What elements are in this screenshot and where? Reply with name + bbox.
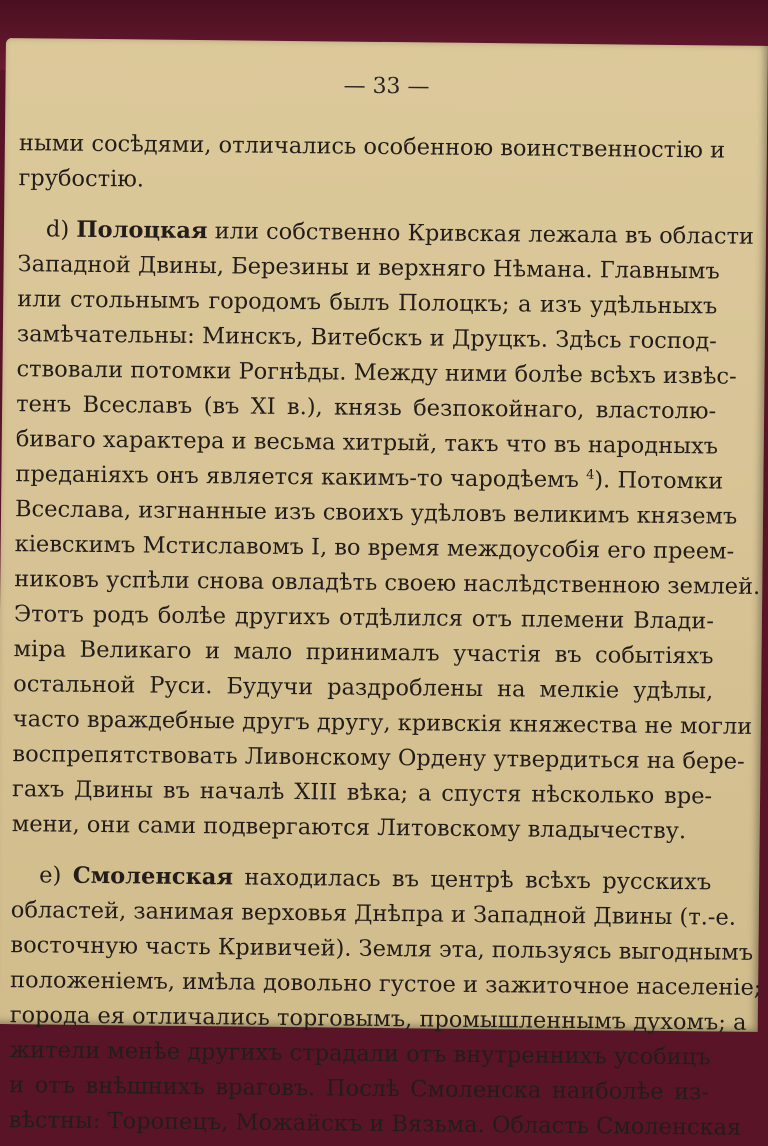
paragraph-e [8,858,762,1145]
book-page [0,38,768,1141]
text-line: воспрепятствовать Ливонскому Ордену утвердиться на бере- [12,741,745,775]
section-heading: Полоцкая [76,216,208,245]
section-heading: Смоленская [72,862,234,891]
text-line: положеніемъ, имѣла довольно густое и зажиточное населеніе; [9,967,762,1001]
text-line: замѣчательны: Минскъ, Витебскъ и Друцкъ. Здѣсь господ- [16,321,717,355]
text-fragment: преданіяхъ онъ является какимъ-то чародѣемъ [15,461,580,494]
text-line: мени, они сами подвергаются Литовскому владычеству. [11,811,687,845]
footnote-mark: 4 [586,467,595,483]
text-fragment: находилась въ центрѣ всѣхъ русскихъ [244,864,712,896]
text-line: вѣстны: Торопецъ, Можайскъ и Вязьма. Область Смоленская [8,1107,742,1141]
text-line: грубостію. [18,165,145,193]
paragraph-marker: e) [39,862,62,889]
text-line: Всеслава, изгнанные изъ своихъ удѣловъ великимъ княземъ [14,496,738,530]
text-line: ствовали потомки Рогнѣды. Между ними болѣе всѣхъ извѣс- [16,356,737,390]
page-text [8,126,762,1145]
text-line: города ея отличались торговымъ, промышленнымъ духомъ; а [9,1002,747,1036]
paragraph-d [11,212,761,849]
paragraph-c-tail [18,126,726,203]
text-line: Западной Двины, Березины и верхняго Нѣмана. Главнымъ [17,251,720,285]
text-fragment: ). Потомки [594,467,724,495]
text-line: часто враждебные другъ другу, кривскія княжества не могли [12,706,753,740]
text-line: кіевскимъ Мстиславомъ I, во время междоусобія его преем- [14,531,735,565]
text-line: жители менѣе другихъ страдали отъ внутреннихъ усобицъ [9,1037,711,1071]
paragraph-marker: d) [45,216,70,243]
text-fragment: или собственно Кривская лежала въ области [214,218,755,250]
text-line: никовъ успѣли снова овладѣть своею наслѣдственною землей. [14,566,761,600]
text-line: міра Великаго и мало принималъ участія въ событіяхъ [13,636,714,670]
text-line: гахъ Двины въ началѣ XIII вѣка; а спустя нѣсколько вре- [11,776,713,810]
text-line: и отъ внѣшнихъ враговъ. Послѣ Смоленска наиболѣе из- [8,1072,710,1106]
text-line: Этотъ родъ болѣе другихъ отдѣлился отъ племени Влади- [13,601,715,635]
text-line: остальной Руси. Будучи раздроблены на мелкіе удѣлы, [13,671,714,705]
page-number: — 33 — [343,73,430,100]
text-line: ными сосѣдями, отличались особенною воинственностію и [18,130,726,164]
text-line: или стольнымъ городомъ былъ Полоцкъ; а изъ удѣльныхъ [17,286,718,320]
text-line: восточную часть Кривичей). Земля эта, пользуясь выгоднымъ [10,932,754,966]
text-line: биваго характера и весьма хитрый, такъ что въ народныхъ [15,426,719,460]
text-line: тенъ Всеславъ (въ XI в.), князь безпокойнаго, властолю- [16,391,717,425]
text-line: областей, занимая верховья Днѣпра и Западной Двины (т.-е. [10,897,737,931]
